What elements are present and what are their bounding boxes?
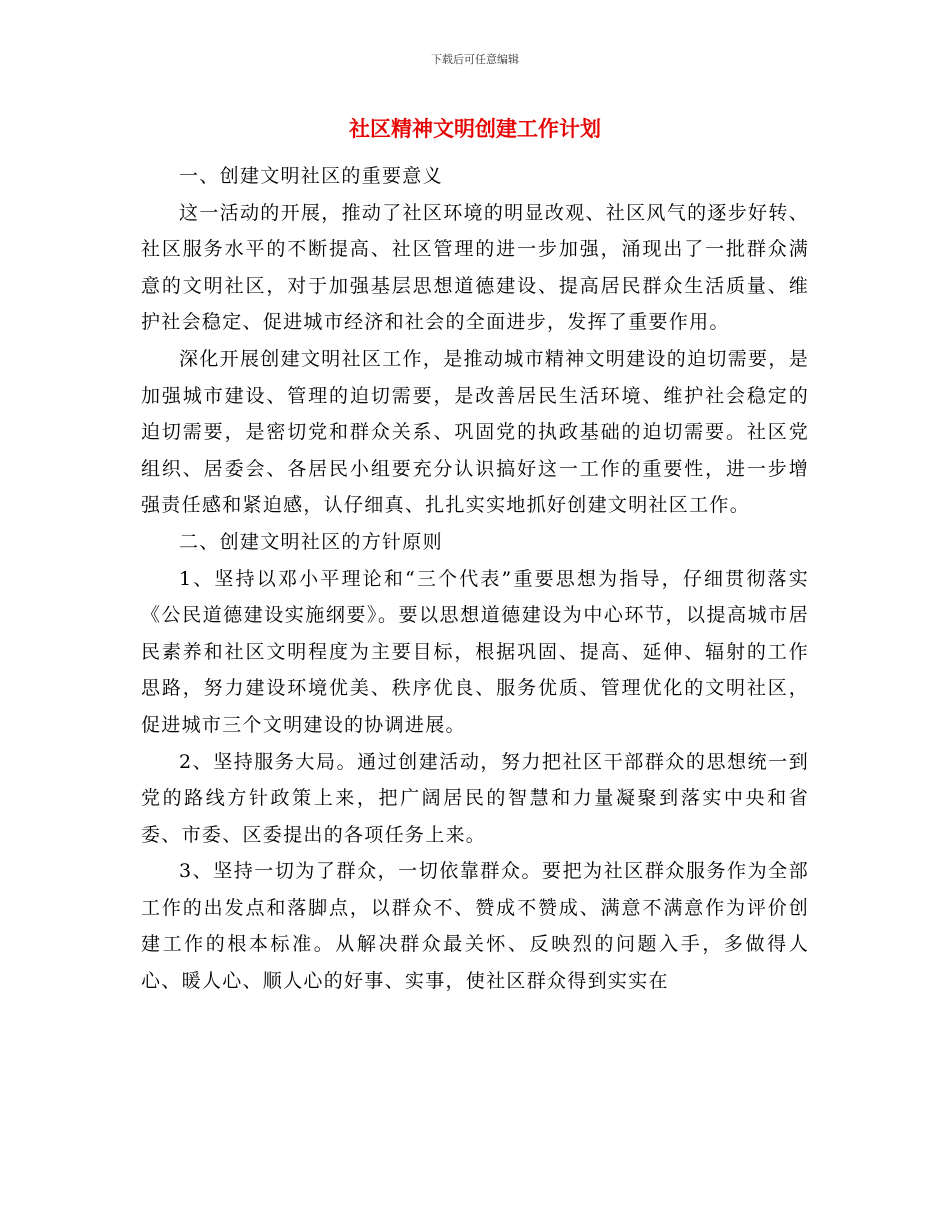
paragraph: 这一活动的开展，推动了社区环境的明显改观、社区风气的逐步好转、社区服务水平的不断提高、社区管理的进一步加强，涌现出了一批群众满意的文明社区，对于加强基层思想道德建设、提高居民群众生活质量、维护社会稳定、促进城市经济和社会的全面进步，发挥了重要作用。: [141, 201, 809, 334]
section-heading-2: 二、创建文明社区的方针原则: [179, 530, 443, 553]
paragraph: 3、坚持一切为了群众，一切依靠群众。要把为社区群众服务作为全部工作的出发点和落脚点，以群众不、赞成不赞成、满意不满意作为评价创建工作的根本标准。从解决群众最关怀、反映烈的问题入手，多做得人心、暖人心、顺人心的好事、实事，使社区群众得到实实在: [141, 860, 809, 993]
document-body: [141, 158, 809, 1000]
paragraph: 深化开展创建文明社区工作，是推动城市精神文明建设的迫切需要，是加强城市建设、管理的迫切需要，是改善居民生活环境、维护社会稳定的迫切需要，是密切党和群众关系、巩固党的执政基础的迫切需要。社区党组织、居委会、各居民小组要充分认识搞好这一工作的重要性，进一步增强责任感和紧迫感，认仔细真、扎扎实实地抓好创建文明社区工作。: [141, 347, 809, 517]
paragraph: 2、坚持服务大局。通过创建活动，努力把社区干部群众的思想统一到党的路线方针政策上来，把广阔居民的智慧和力量凝聚到落实中央和省委、市委、区委提出的各项任务上来。: [141, 750, 809, 846]
page-header-note: 下载后可任意编辑: [431, 53, 519, 66]
paragraph: 1、坚持以邓小平理论和“三个代表”重要思想为指导，仔细贯彻落实《公民道德建设实施纲要》。要以思想道德建设为中心环节，以提高城市居民素养和社区文明程度为主要目标，根据巩固、提高、延伸、辐射的工作思路，努力建设环境优美、秩序优良、服务优质、管理优化的文明社区，促进城市三个文明建设的协调进展。: [141, 567, 809, 736]
section-heading-1: 一、创建文明社区的重要意义: [179, 165, 443, 187]
document-title: 社区精神文明创建工作计划: [349, 117, 601, 141]
